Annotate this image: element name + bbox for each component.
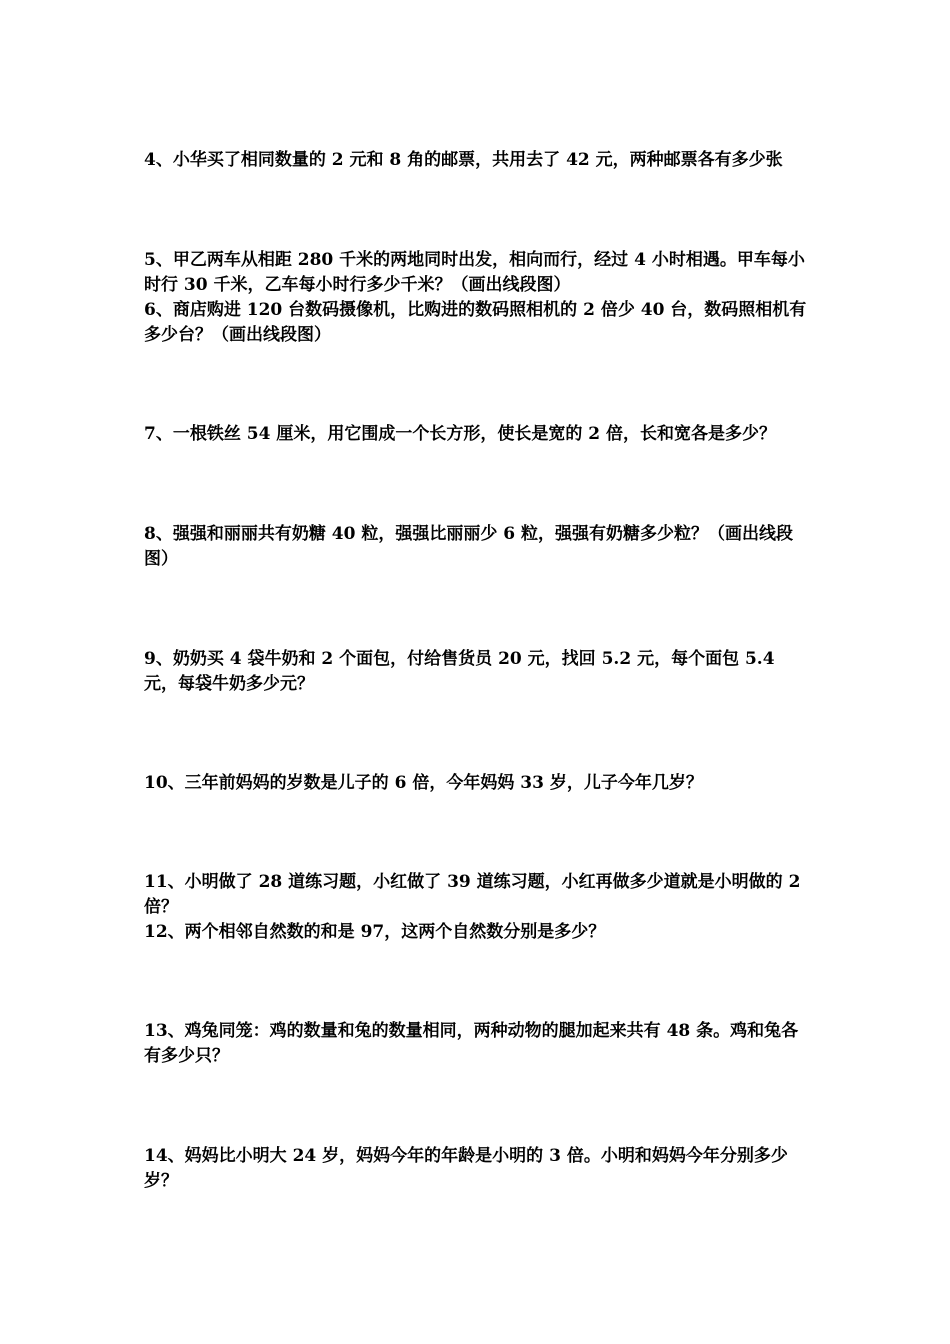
problem-10-text: 10、三年前妈妈的岁数是儿子的 6 倍，今年妈妈 33 岁，儿子今年几岁？ [144,773,703,793]
problem-8-text: 8、强强和丽丽共有奶糖 40 粒，强强比丽丽少 6 粒，强强有奶糖多少粒？（画出线段图） [144,524,793,569]
problem-6 [144,298,808,348]
problem-14-text: 14、妈妈比小明大 24 岁，妈妈今年的年龄是小明的 3 倍。小明和妈妈今年分别多少岁？ [144,1146,788,1191]
problem-13 [144,1019,808,1069]
problem-14 [144,1144,808,1194]
problem-7-text: 7、一根铁丝 54 厘米，用它围成一个长方形，使长是宽的 2 倍，长和宽各是多少？ [144,424,776,444]
problem-7 [144,422,808,447]
problem-8 [144,522,808,572]
problem-12 [144,920,808,945]
problem-10 [144,771,808,796]
problem-11 [144,870,808,920]
problem-11-text: 11、小明做了 28 道练习题，小红做了 39 道练习题，小红再做多少道就是小明做的 2 倍？ [144,872,801,917]
problem-4-text: 4、小华买了相同数量的 2 元和 8 角的邮票，共用去了 42 元，两种邮票各有多少张 [144,150,783,170]
problem-5 [144,248,808,298]
problem-9 [144,647,808,697]
problem-5-text: 5、甲乙两车从相距 280 千米的两地同时出发，相向而行，经过 4 小时相遇。甲车每小时行 30 千米，乙车每小时行多少千米？（画出线段图） [144,250,805,295]
problem-13-text: 13、鸡兔同笼：鸡的数量和兔的数量相同，两种动物的腿加起来共有 48 条。鸡和兔各有多少只？ [144,1021,799,1066]
problem-12-text: 12、两个相邻自然数的和是 97，这两个自然数分别是多少？ [144,922,606,942]
problem-4 [144,148,808,173]
problem-9-text: 9、奶奶买 4 袋牛奶和 2 个面包，付给售货员 20 元，找回 5.2 元，每个面包 5.4 元，每袋牛奶多少元？ [144,649,775,694]
problem-6-text: 6、商店购进 120 台数码摄像机，比购进的数码照相机的 2 倍少 40 台，数码照相机有多少台？（画出线段图） [144,300,807,345]
